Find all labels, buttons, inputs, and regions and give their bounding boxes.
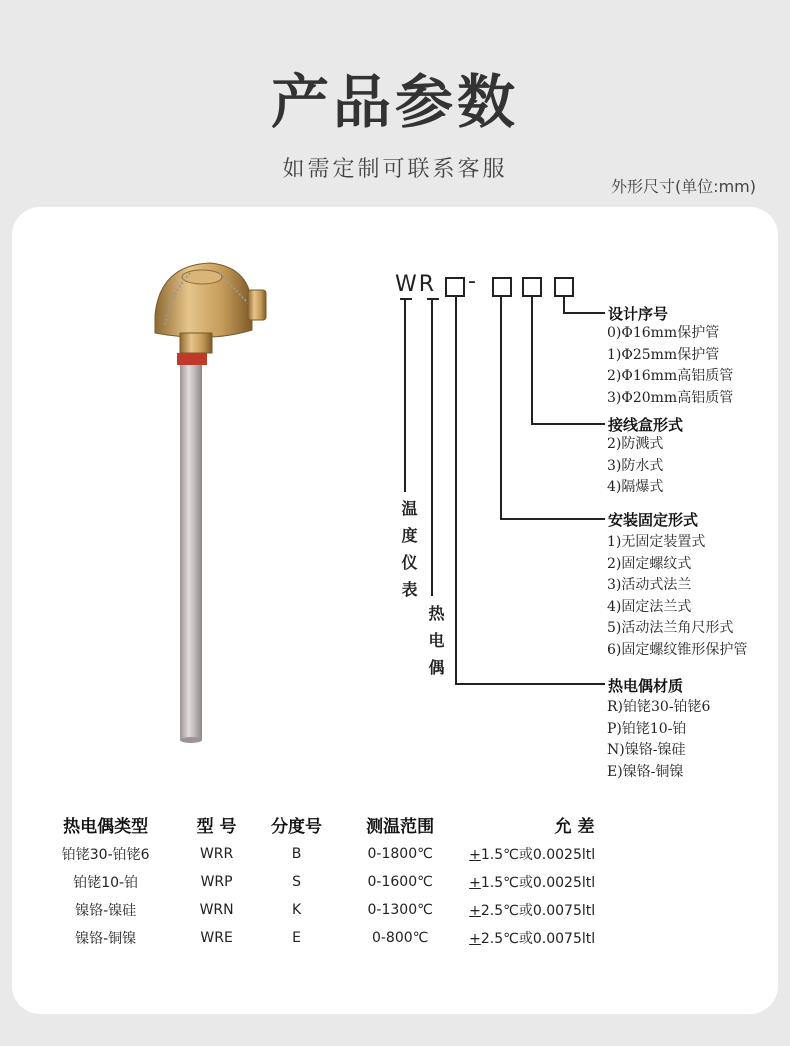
label-temperature-instrument: 温度仪表 [399, 500, 418, 608]
tolerance-value: 1.5℃或0.0025ltl [480, 875, 596, 891]
code-slot-material [445, 277, 465, 297]
thermocouple-image [140, 255, 280, 750]
page-title: 产品参数 [270, 68, 519, 136]
header-index: 分度号 [271, 816, 323, 837]
code-slot-junction-box [522, 277, 542, 297]
code-separator: - [468, 269, 478, 294]
cell-tolerance [459, 868, 690, 896]
cell-index: B [291, 846, 302, 862]
cell-model: WRN [199, 902, 234, 918]
option-item: E)镍铬-铜镍 [607, 763, 684, 780]
spec-table [30, 808, 690, 952]
section-design-options [607, 323, 733, 409]
cell-range: 0-800℃ [371, 930, 429, 946]
cell-range: 0-1300℃ [367, 902, 433, 918]
option-item: P)铂铑10-铂 [607, 720, 687, 737]
table-header-row [30, 808, 690, 840]
cell-model: WRE [200, 930, 233, 946]
section-material-title: 热电偶材质 [608, 677, 684, 695]
cell-range: 0-1600℃ [367, 874, 433, 890]
code-slot-mounting [492, 277, 512, 297]
tolerance-value: 2.5℃或0.0075ltl [480, 931, 596, 947]
section-design-title: 设计序号 [608, 305, 669, 323]
option-item: 3)防水式 [607, 457, 664, 474]
header-tolerance: 允 差 [554, 816, 595, 837]
section-mounting-title: 安装固定形式 [608, 511, 699, 529]
plus-minus-sign: + [469, 903, 481, 919]
option-item: N)镍铬-镍硅 [607, 742, 686, 758]
option-item: 4)固定法兰式 [607, 598, 692, 615]
option-item: 6)固定螺纹锥形保护管 [607, 641, 748, 658]
option-item: 1)无固定装置式 [607, 534, 706, 550]
plus-minus-sign: + [469, 931, 481, 947]
table-row [30, 896, 690, 924]
plus-minus-sign: + [469, 875, 481, 891]
cell-index: S [292, 874, 301, 890]
section-mounting-options [607, 532, 747, 661]
section-junction-box-title: 接线盒形式 [608, 416, 684, 434]
tolerance-value: 1.5℃或0.0025ltl [480, 847, 596, 863]
cell-model: WRR [199, 846, 234, 862]
option-item: 4)隔爆式 [607, 479, 664, 495]
model-prefix: WR [395, 272, 437, 297]
option-item: 1)Φ25mm保护管 [607, 346, 720, 363]
option-item: R)铂铑30-铂铑6 [607, 699, 711, 715]
label-thermocouple: 热电偶 [426, 605, 445, 686]
table-row [30, 924, 690, 952]
option-item: 3)活动式法兰 [607, 577, 692, 593]
header-model: 型 号 [196, 816, 237, 837]
customize-note: 如需定制可联系客服 [282, 157, 508, 182]
option-item: 2)固定螺纹式 [607, 555, 692, 572]
option-item: 2)防溅式 [607, 436, 664, 452]
option-item: 2)Φ16mm高铝质管 [607, 368, 734, 384]
cell-type: 镍铬-镍硅 [75, 903, 137, 919]
cell-type: 铂铑30-铂铑6 [61, 847, 150, 863]
table-row [30, 840, 690, 868]
section-material-options [607, 697, 710, 783]
cell-tolerance [459, 896, 690, 924]
cell-index: K [291, 902, 302, 918]
cell-type: 镍铬-铜镍 [75, 931, 137, 947]
cell-tolerance [459, 840, 690, 868]
option-item: 3)Φ20mm高铝质管 [607, 389, 734, 406]
unit-note: 外形尺寸(单位:mm) [610, 177, 756, 196]
table-row [30, 868, 690, 896]
option-item: 0)Φ16mm保护管 [607, 325, 720, 341]
option-item: 5)活动法兰角尺形式 [607, 620, 734, 636]
header-type: 热电偶类型 [63, 816, 149, 837]
code-slot-design [554, 277, 574, 297]
header-range: 测温范围 [366, 816, 435, 837]
cell-range: 0-1800℃ [367, 846, 433, 862]
cell-index: E [292, 930, 301, 946]
cell-tolerance [459, 924, 690, 952]
plus-minus-sign: + [469, 847, 481, 863]
cell-type: 铂铑10-铂 [73, 875, 139, 891]
tolerance-value: 2.5℃或0.0075ltl [480, 903, 596, 919]
section-junction-box-options [607, 434, 663, 499]
cell-model: WRP [200, 874, 233, 890]
